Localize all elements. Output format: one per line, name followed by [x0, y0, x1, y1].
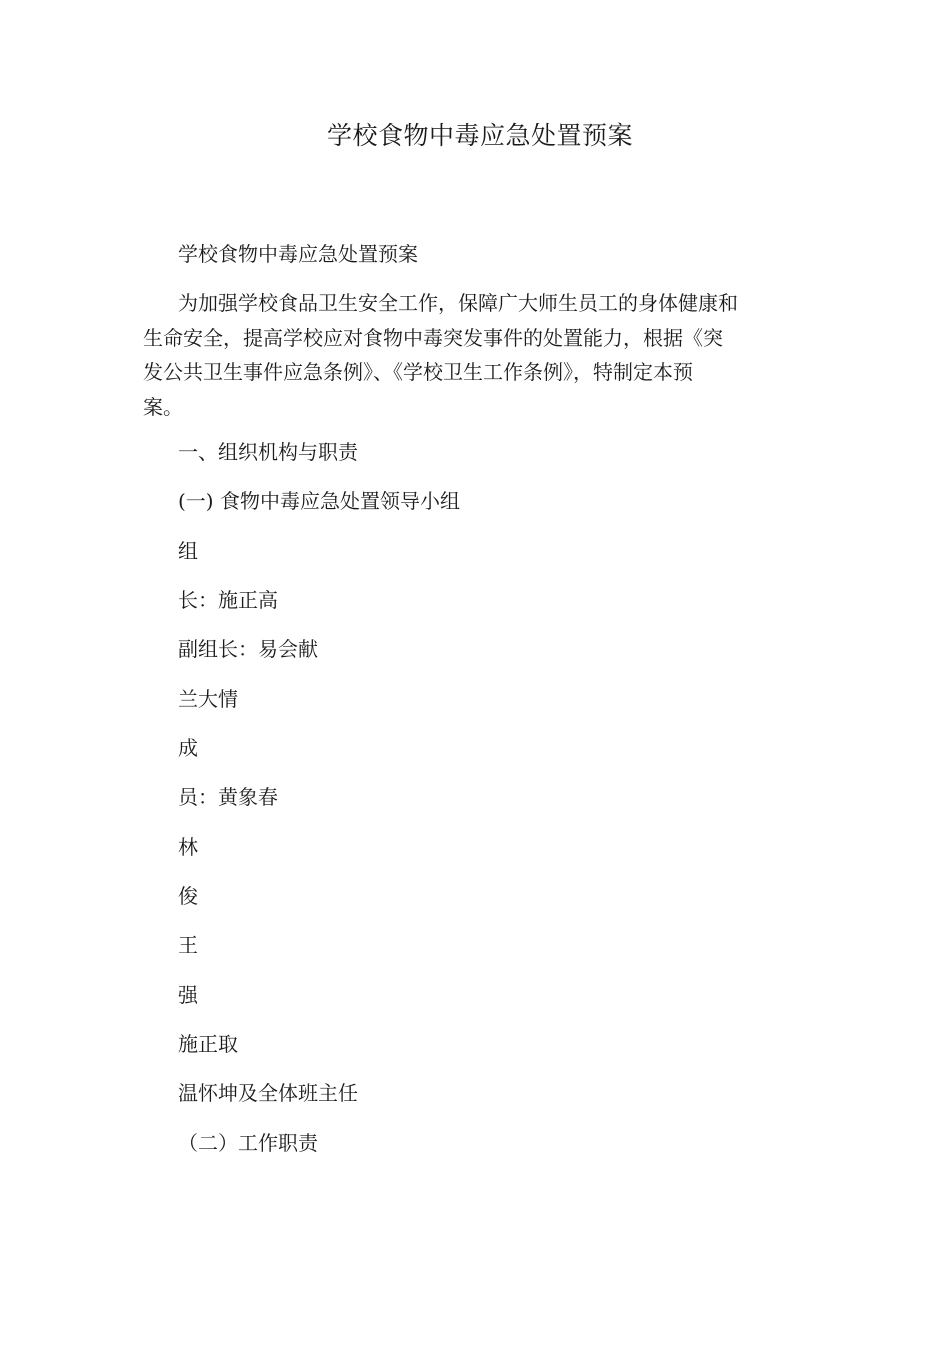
member-line: 温怀坤及全体班主任	[178, 1081, 358, 1105]
subsection-heading: (一) 食物中毒应急处置领导小组	[178, 489, 460, 513]
subsection-heading: （二）工作职责	[178, 1131, 318, 1155]
member-line: 俊	[178, 884, 198, 908]
document-subtitle: 学校食物中毒应急处置预案	[178, 242, 418, 266]
member-line: 兰大情	[178, 687, 238, 711]
member-line: 王	[178, 933, 198, 957]
member-line: 员：黄象春	[178, 785, 278, 809]
member-line: 副组长：易会献	[178, 637, 318, 661]
member-line: 成	[178, 736, 198, 760]
section-heading: 一、组织机构与职责	[178, 440, 358, 464]
intro-paragraph	[143, 286, 773, 424]
intro-line: 发公共卫生事件应急条例》、《学校卫生工作条例》，特制定本预	[143, 360, 693, 384]
document-title: 学校食物中毒应急处置预案	[326, 121, 633, 150]
member-line: 施正取	[178, 1032, 238, 1056]
member-line: 组	[178, 539, 198, 563]
member-line: 长：施正高	[178, 588, 278, 612]
intro-line: 案。	[143, 394, 183, 419]
intro-line: 生命安全，提高学校应对食物中毒突发事件的处置能力，根据《突	[143, 325, 723, 350]
member-line: 强	[178, 983, 198, 1007]
member-line: 林	[178, 835, 198, 859]
intro-line: 为加强学校食品卫生安全工作，保障广大师生员工的身体健康和	[178, 291, 738, 315]
